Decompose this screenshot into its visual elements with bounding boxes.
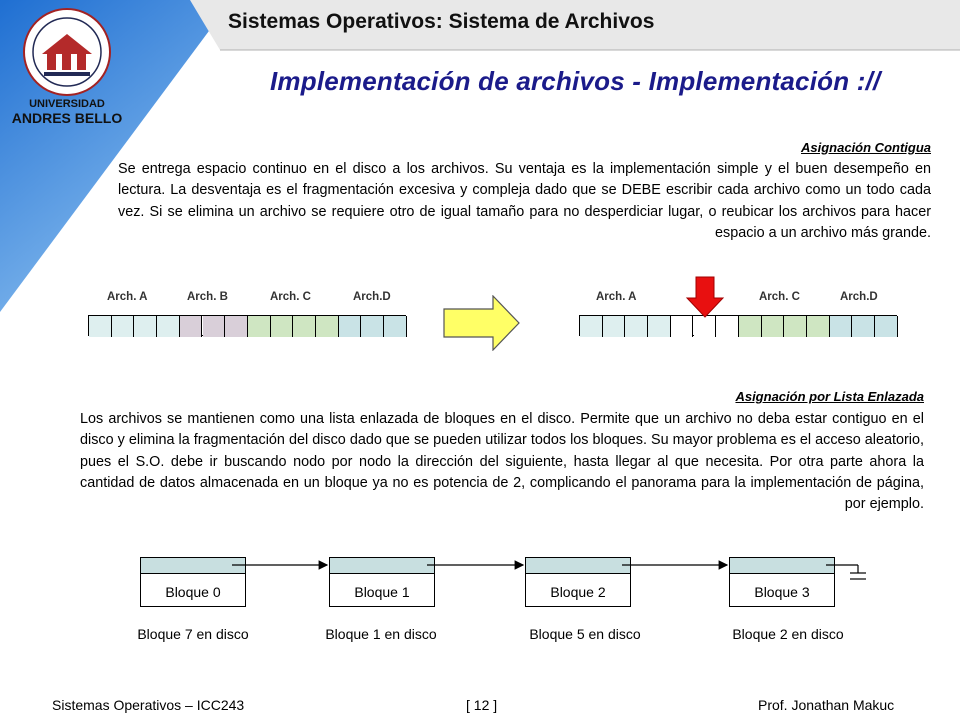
- contiguous-text: Se entrega espacio continuo en el disco a los archivos. Su ventaja es la implementación simple y el buen desempeño en lectura. La desventaja es el fragmentación excesiva y compleja dado que se DEBE escribir cada archivo como un todo cada vez. Si se elimina un archivo se requiere otro de igual tamaño para no desperdiciar lugar, o reubicar los archivos para hacer espacio a un archivo más grande.: [118, 161, 931, 241]
- linked-text: Los archivos se mantienen como una lista enlazada de bloques en el disco. Permite que un archivo no deba estar contiguo en el disco y elimina la fragmentación del disco dado que se pueden utilizar todos los bloques. Su mayor problema es el acceso aleatorio, pues el S.O. debe ir buscando nodo por nodo la dirección del siguiente, hasta llegar al que necesita. Por otra parte ahora la cantidad de datos almacenada en un bloque ya no es potencia de 2, complicando el panorama para la implementación de página, por ejemplo.: [80, 411, 924, 513]
- contiguous-heading: Asignación Contigua: [801, 140, 931, 155]
- cell: [134, 316, 157, 337]
- cell: [580, 316, 603, 337]
- link-arrows: [0, 550, 960, 590]
- linked-heading: Asignación por Lista Enlazada: [735, 389, 924, 404]
- cell: [271, 316, 294, 337]
- cell: [225, 316, 248, 337]
- cell: [157, 316, 180, 337]
- before-label-d: Arch.D: [353, 291, 391, 303]
- block-label: Bloque 0: [165, 584, 221, 600]
- university-logo: [2, 4, 132, 128]
- cell: [648, 316, 671, 337]
- cell: [716, 316, 739, 337]
- cell: [762, 316, 785, 337]
- cell: [293, 316, 316, 337]
- footer-page-number: [ 12 ]: [466, 697, 498, 713]
- cell: [852, 316, 875, 337]
- before-label-b: Arch. B: [187, 291, 228, 303]
- crest-icon: [2, 4, 132, 100]
- cell: [830, 316, 853, 337]
- cell: [739, 316, 762, 337]
- cell: [248, 316, 271, 337]
- slide-title: Implementación de archivos - Implementación ://: [270, 66, 881, 96]
- disk-label-3: Bloque 2 en disco: [732, 626, 844, 642]
- cell: [807, 316, 830, 337]
- cell: [361, 316, 384, 337]
- cell: [180, 316, 203, 337]
- after-label-d: Arch.D: [840, 291, 878, 303]
- footer-author: Prof. Jonathan Makuc: [758, 697, 895, 713]
- after-label-c: Arch. C: [759, 291, 800, 303]
- cell: [603, 316, 626, 337]
- before-label-c: Arch. C: [270, 291, 311, 303]
- disk-label-0: Bloque 7 en disco: [137, 626, 249, 642]
- cell: [875, 316, 898, 337]
- cell: [671, 316, 694, 337]
- cell: [112, 316, 135, 337]
- block-label: Bloque 2: [550, 584, 606, 600]
- block-label: Bloque 1: [354, 584, 410, 600]
- header-title: Sistemas Operativos: Sistema de Archivos: [228, 10, 655, 33]
- logo-name-line1: UNIVERSIDAD: [29, 98, 105, 110]
- logo-name-line2: ANDRES BELLO: [11, 110, 123, 126]
- disk-label-2: Bloque 5 en disco: [529, 626, 641, 642]
- cell: [784, 316, 807, 337]
- insert-marker-arrow-icon: [685, 276, 725, 318]
- cell: [89, 316, 112, 337]
- before-disk-strip: [88, 315, 406, 336]
- footer-course: Sistemas Operativos – ICC243: [52, 697, 245, 713]
- null-terminator-icon: [826, 565, 866, 579]
- after-label-a: Arch. A: [596, 291, 637, 303]
- cell: [316, 316, 339, 337]
- before-label-a: Arch. A: [107, 291, 148, 303]
- after-disk-strip: [579, 315, 897, 336]
- cell: [339, 316, 362, 337]
- cell: [384, 316, 407, 337]
- cell: [625, 316, 648, 337]
- cell: [694, 316, 717, 337]
- block-label: Bloque 3: [754, 584, 810, 600]
- cell: [203, 316, 226, 337]
- disk-label-1: Bloque 1 en disco: [325, 626, 437, 642]
- transition-arrow-icon: [443, 295, 521, 351]
